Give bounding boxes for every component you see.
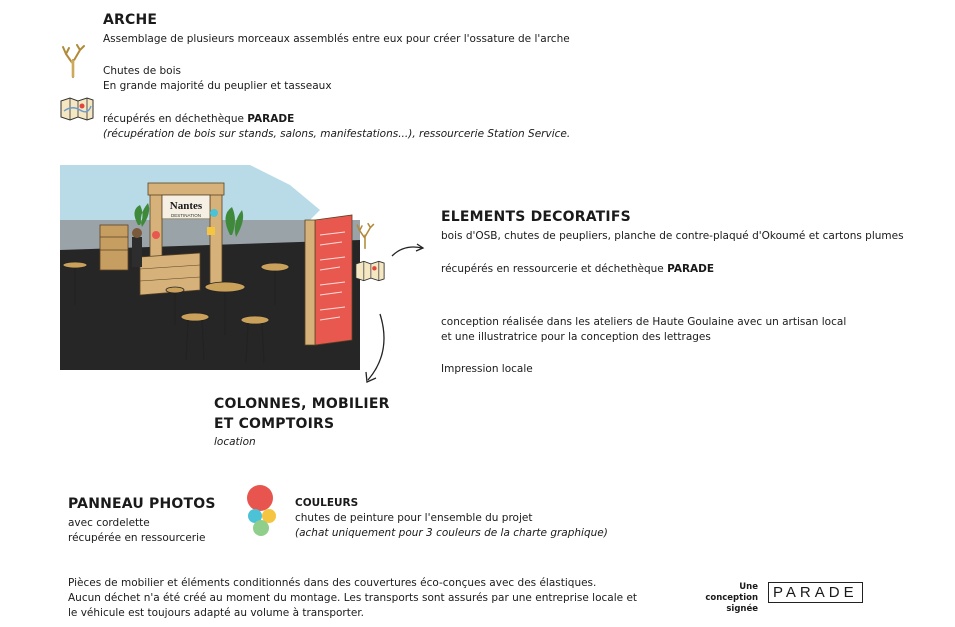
wood-branch-icon (60, 44, 86, 78)
footer-line3: le véhicule est toujours adapté au volume à transporter. (68, 607, 365, 619)
arche-source-brand: PARADE (247, 113, 295, 125)
elements-source-prefix: récupérés en ressourcerie et déchethèque (441, 263, 668, 275)
arche-source (103, 112, 294, 126)
parade-logo: PARADE (768, 582, 863, 603)
scene-sign-subtitle: DESTINATION (171, 213, 201, 218)
color-dot (253, 520, 269, 536)
arrow-icon (388, 238, 428, 260)
panneau-title: PANNEAU PHOTOS (68, 496, 216, 512)
color-dot (247, 485, 273, 511)
colonnes-title-line1: COLONNES, MOBILIER (214, 396, 390, 412)
footer-line2: Aucun déchet n'a été créé au moment du montage. Les transports sont assurés par une entreprise locale et (68, 592, 638, 604)
arche-source-prefix: récupérés en déchethèque (103, 113, 248, 125)
arrow-icon (362, 312, 392, 387)
panneau-line2: récupérée en ressourcerie (68, 532, 206, 544)
arche-material-line2: En grande majorité du peuplier et tasseaux (103, 80, 332, 92)
couleurs-title: COULEURS (295, 497, 359, 509)
map-icon (60, 97, 94, 121)
elements-impression: Impression locale (441, 363, 533, 375)
colonnes-subtitle: location (214, 436, 256, 448)
arche-source-note: (récupération de bois sur stands, salons, manifestations...), ressourcerie Station Service. (103, 128, 571, 140)
stand-illustration (60, 165, 360, 370)
couleurs-line1: chutes de peinture pour l'ensemble du projet (295, 512, 533, 524)
elements-source (441, 262, 714, 276)
elements-materials: bois d'OSB, chutes de peupliers, planche de contre-plaqué d'Okoumé et cartons plumes (441, 230, 904, 242)
elements-conception-line2: et une illustratrice pour la conception des lettrages (441, 331, 711, 343)
panneau-line1: avec cordelette (68, 517, 150, 529)
couleurs-line2: (achat uniquement pour 3 couleurs de la charte graphique) (295, 527, 608, 539)
arche-description: Assemblage de plusieurs morceaux assemblés entre eux pour créer l'ossature de l'arche (103, 33, 570, 45)
wood-branch-icon (355, 222, 375, 250)
colonnes-title-line2: ET COMPTOIRS (214, 416, 335, 432)
credit-text (690, 582, 758, 615)
scene-sign-title: Nantes (169, 200, 203, 212)
credit-line1: Une conception (705, 582, 758, 603)
elements-conception-line1: conception réalisée dans les ateliers de Haute Goulaine avec un artisan local (441, 316, 847, 328)
footer-line1: Pièces de mobilier et éléments conditionnés dans des couvertures éco-conçues avec des élastiques. (68, 577, 597, 589)
credit-line2: signée (726, 604, 758, 614)
map-icon (355, 260, 385, 282)
arche-title: ARCHE (103, 12, 158, 28)
color-dots-icon (243, 484, 281, 538)
elements-title: ELEMENTS DECORATIFS (441, 209, 631, 225)
elements-source-brand: PARADE (667, 263, 715, 275)
arche-material-line1: Chutes de bois (103, 65, 181, 77)
